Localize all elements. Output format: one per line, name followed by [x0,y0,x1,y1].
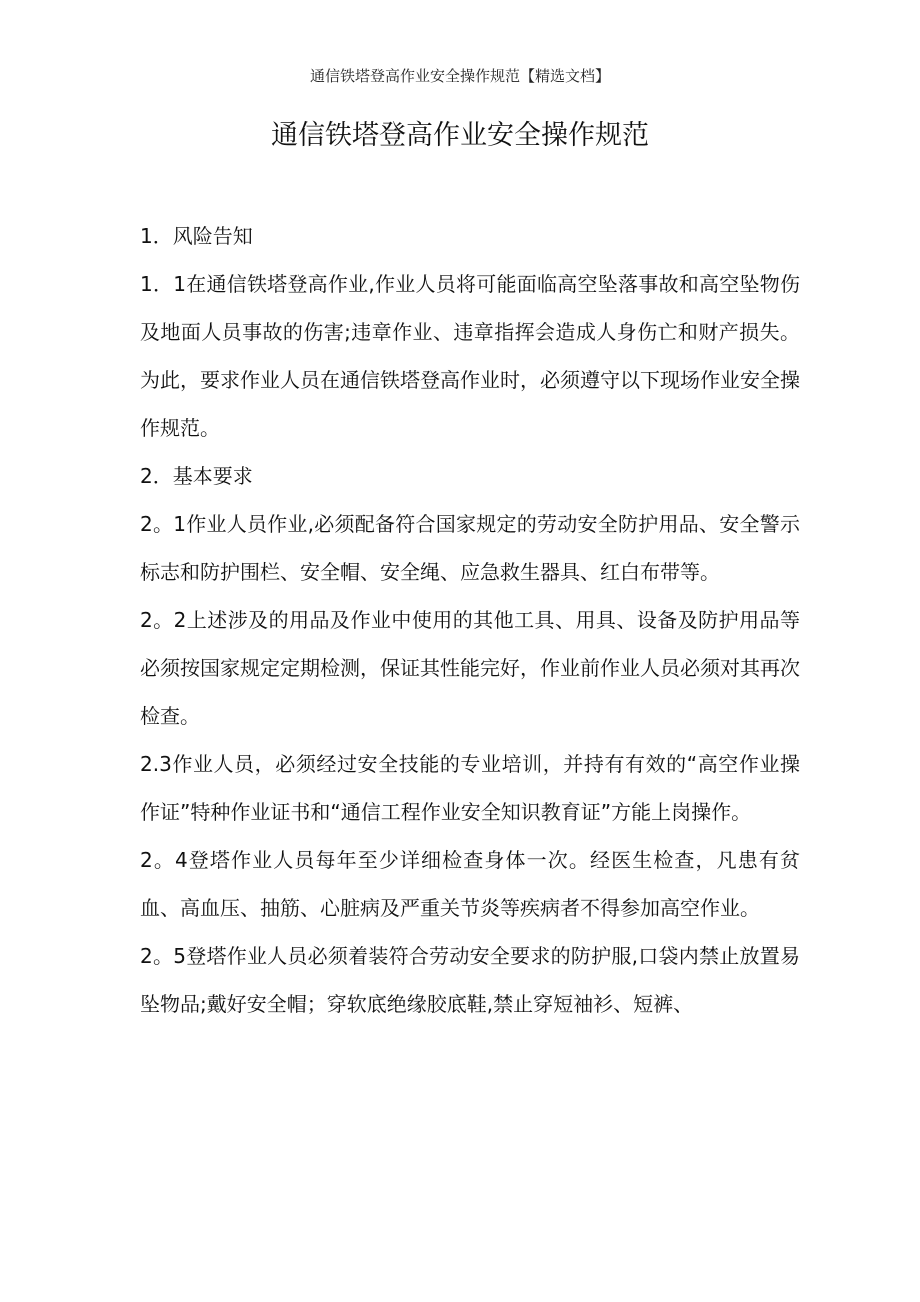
section-heading-basic-requirements: 2．基本要求 [140,464,253,488]
paragraph-2-2: 2。2上述涉及的用品及作业中使用的其他工具、用具、设备及防护用品等必须按国家规定定期检测，保证其性能完好，作业前作业人员必须对其再次检查。 [140,608,800,728]
paragraph-1-1: 1．1在通信铁塔登高作业,作业人员将可能面临高空坠落事故和高空坠物伤及地面人员事故的伤害;违章作业、违章指挥会造成人身伤亡和财产损失。为此，要求作业人员在通信铁塔登高作业时，必须遵守以下现场作业安全操作规范。 [140,272,800,440]
document-body [140,212,800,1028]
running-header: 通信铁塔登高作业安全操作规范【精选文档】 [309,67,610,85]
document-title: 通信铁塔登高作业安全操作规范 [271,120,649,151]
section-heading-risk-notice: 1．风险告知 [140,224,253,248]
paragraph-2-5: 2。5登塔作业人员必须着装符合劳动安全要求的防护服,口袋内禁止放置易坠物品;戴好安全帽；穿软底绝缘胶底鞋,禁止穿短袖衫、短裤、 [140,944,800,1016]
paragraph-2-4: 2。4登塔作业人员每年至少详细检查身体一次。经医生检查，凡患有贫血、高血压、抽筋、心脏病及严重关节炎等疾病者不得参加高空作业。 [140,848,800,920]
paragraph-2-1: 2。1作业人员作业,必须配备符合国家规定的劳动安全防护用品、安全警示标志和防护围栏、安全帽、安全绳、应急救生器具、红白布带等。 [140,512,800,584]
paragraph-2-3: 2.3作业人员，必须经过安全技能的专业培训，并持有有效的“高空作业操作证”特种作业证书和“通信工程作业安全知识教育证”方能上岗操作。 [140,752,800,824]
